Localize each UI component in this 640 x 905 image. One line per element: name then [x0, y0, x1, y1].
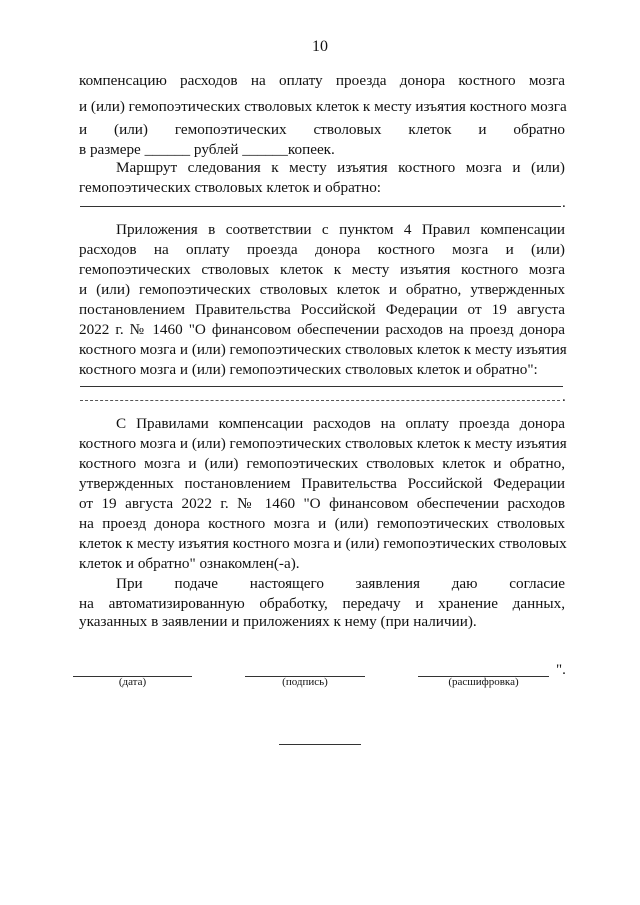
text-line: костного мозга и (или) гемопоэтических стволовых клеток и обратно, — [79, 455, 565, 472]
line-end-dot: . — [562, 195, 566, 211]
page-number: 10 — [312, 38, 328, 55]
decode-label: (расшифровка) — [448, 676, 519, 688]
text-line: гемопоэтических стволовых клеток и обратно: — [79, 179, 382, 196]
text-line: гемопоэтических стволовых клеток к месту изъятия костного мозга — [79, 261, 565, 278]
text-line: и (или) гемопоэтических стволовых клеток и обратно, утвержденных — [79, 281, 565, 298]
text-line: и (или) гемопоэтических стволовых клеток и обратно — [79, 121, 565, 138]
text-line: компенсацию расходов на оплату проезда донора костного мозга — [79, 72, 565, 89]
text-line: костного мозга и (или) гемопоэтических стволовых клеток к месту изъятия — [79, 435, 567, 452]
text-line: клеток и обратно" ознакомлен(-а). — [79, 555, 300, 572]
date-label: (дата) — [118, 676, 147, 688]
route-input-line[interactable] — [80, 206, 561, 207]
text-line: костного мозга и (или) гемопоэтических стволовых клеток к месту изъятия — [79, 341, 567, 358]
text-line: и (или) гемопоэтических стволовых клеток к месту изъятия костного мозга — [79, 98, 567, 115]
end-divider — [279, 744, 361, 745]
text-line: Приложения в соответствии с пунктом 4 Правил компенсации — [116, 221, 565, 238]
signature-label: (подпись) — [282, 676, 328, 688]
text-line: в размере ______ рублей ______копеек. — [79, 141, 335, 158]
text-line: указанных в заявлении и приложениях к нему (при наличии). — [79, 613, 477, 630]
text-line: расходов на оплату проезда донора костного мозга и (или) — [79, 241, 565, 258]
text-line: на проезд донора костного мозга и (или) гемопоэтических стволовых — [79, 515, 565, 532]
text-line: утвержденных постановлением Правительства Российской Федерации — [79, 475, 565, 492]
line-end-dot: . — [562, 389, 566, 405]
text-line: костного мозга и (или) гемопоэтических стволовых клеток и обратно": — [79, 361, 538, 378]
text-line: С Правилами компенсации расходов на оплату проезда донора — [116, 415, 565, 432]
text-line: 2022 г. № 1460 "О финансовом обеспечении расходов на проезд донора — [79, 321, 565, 338]
text-line: При подаче настоящего заявления даю согласие — [116, 575, 565, 592]
text-line: от 19 августа 2022 г. № 1460 "О финансовом обеспечении расходов — [79, 495, 565, 512]
attachments-input-line[interactable] — [80, 400, 560, 401]
attachments-input-line[interactable] — [80, 386, 563, 387]
text-line: на автоматизированную обработку, передачу и хранение данных, — [79, 595, 565, 612]
text-line: постановлением Правительства Российской Федерации от 19 августа — [79, 301, 565, 318]
text-line: клеток к месту изъятия костного мозга и (или) гемопоэтических стволовых — [79, 535, 567, 552]
closing-quote: ". — [556, 662, 566, 678]
text-line: Маршрут следования к месту изъятия костного мозга и (или) — [116, 159, 565, 176]
